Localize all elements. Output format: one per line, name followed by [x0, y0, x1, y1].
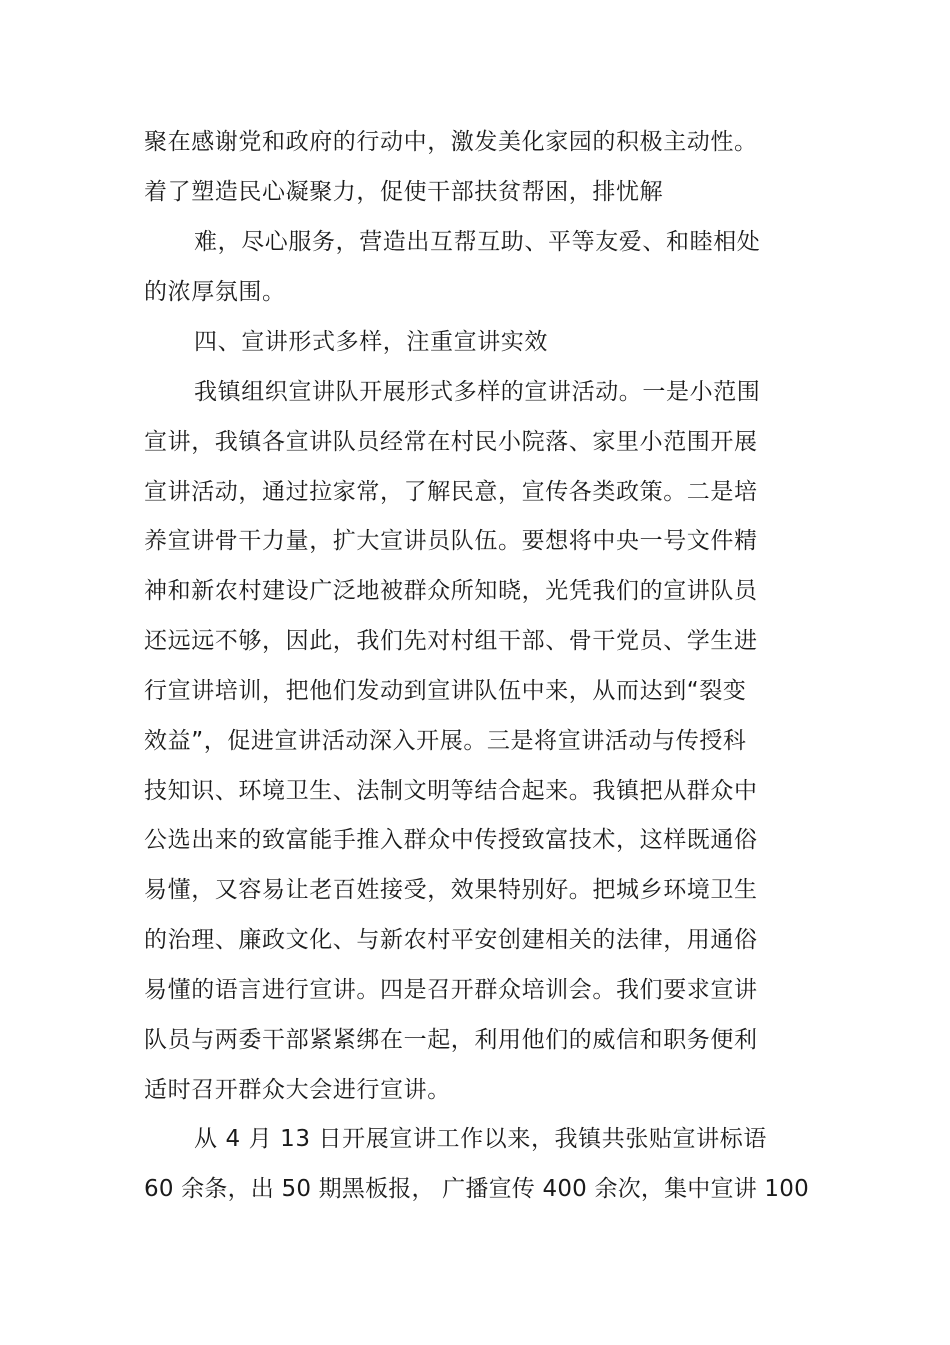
text-line: 的治理、廉政文化、与新农村平安创建相关的法律，用通俗 — [144, 927, 758, 953]
text-line: 聚在感谢党和政府的行动中，激发美化家园的积极主动性。 — [144, 129, 758, 155]
text-line: 着了塑造民心凝聚力，促使干部扶贫帮困，排忧解 — [144, 179, 664, 205]
text-line: 神和新农村建设广泛地被群众所知晓，光凭我们的宣讲队员 — [144, 578, 758, 604]
text-line: 宣讲活动，通过拉家常，了解民意，宣传各类政策。二是培 — [144, 479, 758, 505]
text-line: 公选出来的致富能手推入群众中传授致富技术，这样既通俗 — [144, 827, 758, 853]
text-line: 还远远不够，因此，我们先对村组干部、骨干党员、学生进 — [144, 628, 758, 654]
text-line: 易懂的语言进行宣讲。四是召开群众培训会。我们要求宣讲 — [144, 977, 758, 1003]
text-line: 从 4 月 13 日开展宣讲工作以来，我镇共张贴宣讲标语 — [194, 1126, 767, 1152]
text-line: 适时召开群众大会进行宣讲。 — [144, 1077, 451, 1103]
text-line: 效益”，促进宣讲活动深入开展。三是将宣讲活动与传授科 — [144, 728, 747, 754]
text-line: 行宣讲培训，把他们发动到宣讲队伍中来，从而达到“裂变 — [144, 678, 747, 704]
text-line: 易懂，又容易让老百姓接受，效果特别好。把城乡环境卫生 — [144, 877, 758, 903]
text-line: 难，尽心服务，营造出互帮互助、平等友爱、和睦相处 — [194, 229, 761, 255]
text-line: 养宣讲骨干力量，扩大宣讲员队伍。要想将中央一号文件精 — [144, 528, 758, 554]
section-heading: 四、宣讲形式多样，注重宣讲实效 — [194, 329, 548, 355]
text-line: 60 余条，出 50 期黑板报， 广播宣传 400 余次，集中宣讲 100 — [144, 1176, 809, 1202]
text-line: 宣讲，我镇各宣讲队员经常在村民小院落、家里小范围开展 — [144, 429, 758, 455]
text-line: 队员与两委干部紧紧绑在一起，利用他们的威信和职务便利 — [144, 1027, 758, 1053]
text-line: 的浓厚氛围。 — [144, 279, 286, 305]
text-line: 技知识、环境卫生、法制文明等结合起来。我镇把从群众中 — [144, 778, 758, 804]
text-line: 我镇组织宣讲队开展形式多样的宣讲活动。一是小范围 — [194, 379, 761, 405]
